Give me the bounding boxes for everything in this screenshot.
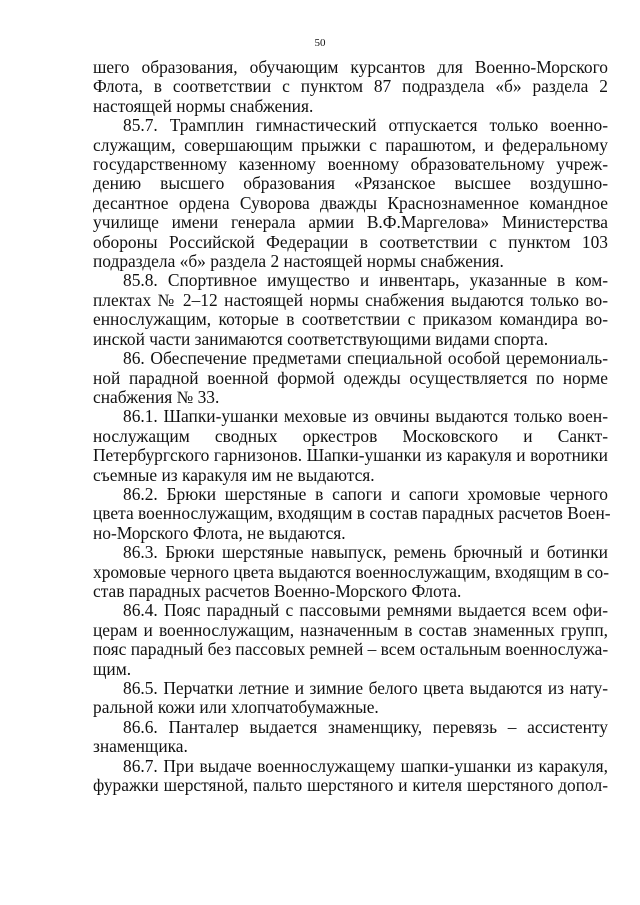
paragraph-p-86-5	[93, 679, 608, 718]
text-line: 86.1. Шапки-ушанки меховые из овчины выдаются только воен-	[123, 406, 608, 427]
text-line: десантное ордена Суворова дважды Краснознаменное командное	[93, 192, 608, 213]
paragraph-p-86-7	[93, 757, 608, 796]
text-line: 86. Обеспечение предметами специальной особой церемониаль-	[123, 348, 608, 369]
paragraph-p-86	[93, 349, 608, 407]
text-line: училище имени генерала армии В.Ф.Маргелова» Министерства	[93, 212, 608, 233]
paragraph-p-86-4	[93, 601, 608, 679]
text-line: дению высшего образования «Рязанское высшее воздушно-	[93, 173, 608, 194]
document-body	[93, 57, 611, 796]
text-line: съемные из каракуля им не выдаются.	[93, 464, 375, 485]
text-line: 86.7. При выдаче военнослужащему шапки-ушанки из каракуля,	[123, 755, 608, 776]
text-line: 86.4. Пояс парадный с пассовыми ремнями выдается всем офи-	[123, 600, 608, 621]
text-line: знаменщика.	[93, 736, 188, 757]
text-line: Флота, в соответствии с пунктом 87 подраздела «б» раздела 2	[93, 76, 608, 97]
text-line: ной парадной военной формой одежды осуществляется по норме	[93, 367, 608, 388]
text-line: 86.5. Перчатки летние и зимние белого цвета выдаются из нату-	[123, 678, 608, 698]
text-line: хромовые черного цвета выдаются военнослужащим, входящим в со-	[93, 561, 609, 582]
text-line: снабжения № 33.	[93, 386, 220, 407]
text-line: государственному казенному военному образовательному учреж-	[93, 154, 608, 175]
text-line: 86.6. Панталер выдается знаменщику, перевязь – ассистенту	[123, 716, 608, 737]
text-line: инской части занимаются соответствующими видами спорта.	[93, 328, 549, 349]
text-line: 85.7. Трамплин гимнастический отпускается только военно-	[123, 115, 608, 136]
text-line: цвета военнослужащим, входящим в состав парадных расчетов Воен-	[93, 503, 611, 524]
paragraph-p-86-1	[93, 407, 608, 485]
text-line: нослужащим сводных оркестров Московского и Санкт-	[93, 425, 608, 446]
text-line: став парадных расчетов Военно-Морского Флота.	[93, 580, 462, 601]
paragraph-p-86-3	[93, 543, 608, 601]
text-line: 86.2. Брюки шерстяные в сапоги и сапоги хромовые черного	[123, 483, 608, 504]
text-line: фуражки шерстяной, пальто шерстяного и кителя шерстяного допол-	[93, 775, 608, 796]
text-line: служащим, совершающим прыжки с парашютом, и федеральному	[93, 134, 608, 155]
text-line: ральной кожи или хлопчатобумажные.	[93, 697, 379, 718]
text-line: еннослужащим, которые в соответствии с приказом командира во-	[93, 309, 608, 330]
text-line: церам и военнослужащим, назначенным в состав знаменных групп,	[93, 619, 608, 640]
text-line: подраздела «б» раздела 2 настоящей нормы снабжения.	[93, 251, 504, 272]
text-line: шего образования, обучающим курсантов для Военно-Морского	[93, 57, 608, 77]
page-number: 50	[314, 37, 326, 49]
text-line: щим.	[93, 658, 132, 679]
text-line: Петербургского гарнизонов. Шапки-ушанки из каракуля и воротники	[93, 445, 608, 466]
text-line: 85.8. Спортивное имущество и инвентарь, указанные в ком-	[123, 270, 608, 291]
paragraph-p-86-2	[93, 483, 611, 543]
text-line: пояс парадный без пассовых ремней – всем остальным военнослужа-	[93, 639, 609, 660]
text-line: но-Морского Флота, не выдаются.	[93, 522, 346, 543]
text-line: 86.3. Брюки шерстяные навыпуск, ремень брючный и ботинки	[123, 542, 608, 563]
text-line: обороны Российской Федерации в соответствии с пунктом 103	[93, 231, 608, 252]
text-line: настоящей нормы снабжения.	[93, 95, 314, 116]
paragraph-p-85-7	[93, 116, 608, 271]
paragraph-p-86-6	[93, 718, 608, 757]
text-line: плектах № 2–12 настоящей нормы снабжения выдаются только во-	[93, 289, 608, 310]
paragraph-p-85-6-cont	[93, 58, 608, 116]
paragraph-p-85-8	[93, 271, 608, 349]
